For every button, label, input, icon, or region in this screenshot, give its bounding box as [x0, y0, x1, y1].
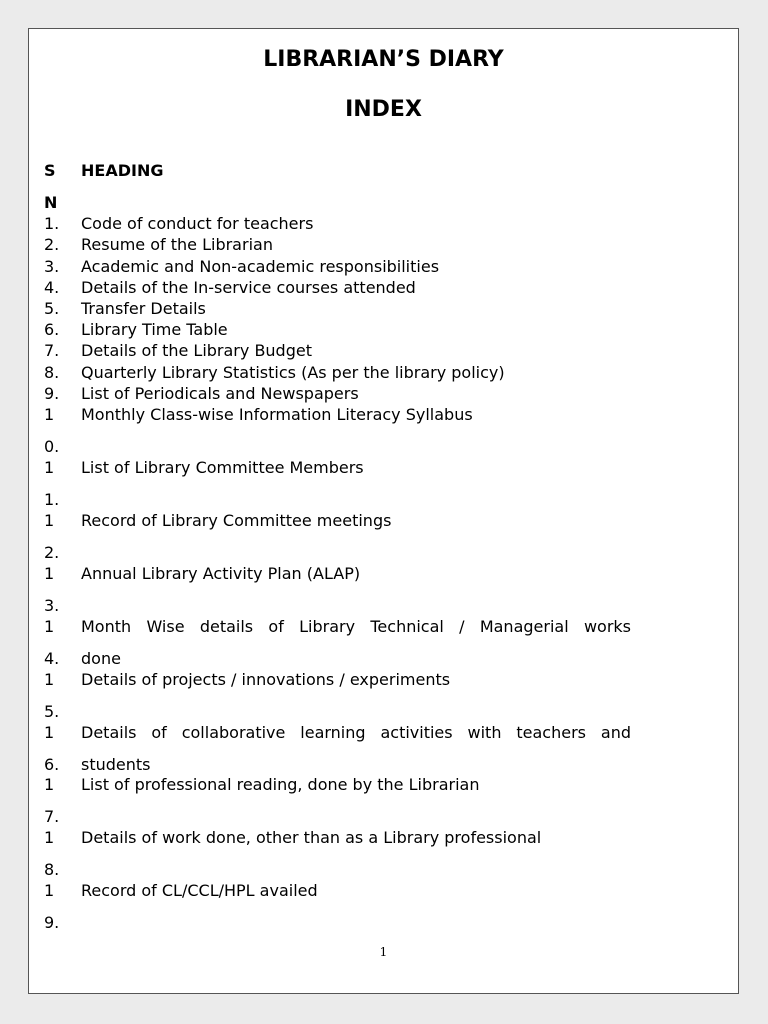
row-number: 5.: [44, 299, 60, 318]
row-number-continued: 8.: [44, 860, 60, 879]
row-number-continued: 6.: [44, 755, 60, 774]
row-number: 1: [44, 881, 55, 900]
row-number-continued: 5.: [44, 702, 60, 721]
row-heading: List of professional reading, done by the Librarian: [81, 775, 480, 794]
row-heading: Resume of the Librarian: [81, 235, 273, 254]
document-subtitle: INDEX: [345, 97, 422, 122]
row-heading: Annual Library Activity Plan (ALAP): [81, 564, 361, 583]
row-heading: Quarterly Library Statistics (As per the library policy): [81, 363, 505, 382]
row-number: 1: [44, 828, 55, 847]
row-number: 9.: [44, 384, 60, 403]
row-heading: Details of the In-service courses attended: [81, 278, 416, 297]
document-page: [28, 28, 739, 994]
row-number: 1: [44, 723, 55, 742]
sn-column-header: S: [44, 161, 56, 180]
row-heading-continued: done: [81, 649, 121, 668]
row-number-continued: 9.: [44, 913, 60, 932]
row-number: 2.: [44, 235, 60, 254]
row-number-continued: 1.: [44, 490, 60, 509]
row-heading-continued: students: [81, 755, 151, 774]
sn-column-header-continued: N: [44, 193, 58, 212]
row-heading: Monthly Class-wise Information Literacy Syllabus: [81, 405, 473, 424]
row-heading: Record of CL/CCL/HPL availed: [81, 881, 318, 900]
row-heading: List of Periodicals and Newspapers: [81, 384, 359, 403]
row-number: 1: [44, 617, 55, 636]
row-number: 8.: [44, 363, 60, 382]
row-heading: Library Time Table: [81, 320, 228, 339]
row-number: 4.: [44, 278, 60, 297]
page-number: 1: [379, 945, 388, 959]
row-number: 1: [44, 670, 55, 689]
row-number-continued: 0.: [44, 437, 60, 456]
row-heading: Transfer Details: [81, 299, 206, 318]
row-number-continued: 3.: [44, 596, 60, 615]
row-number: 1: [44, 458, 55, 477]
row-heading: Details of the Library Budget: [81, 341, 312, 360]
row-number: 3.: [44, 257, 60, 276]
row-number: 7.: [44, 341, 60, 360]
row-heading: Record of Library Committee meetings: [81, 511, 392, 530]
row-heading: Academic and Non-academic responsibilities: [81, 257, 440, 276]
row-number: 1: [44, 564, 55, 583]
row-heading: Month Wise details of Library Technical / Managerial works: [81, 617, 631, 636]
row-number: 1: [44, 405, 55, 424]
row-number: 6.: [44, 320, 60, 339]
row-number-continued: 4.: [44, 649, 60, 668]
document-title: LIBRARIAN’S DIARY: [263, 47, 504, 72]
row-heading: List of Library Committee Members: [81, 458, 364, 477]
row-number: 1: [44, 511, 55, 530]
row-heading: Details of projects / innovations / experiments: [81, 670, 451, 689]
row-heading: Details of collaborative learning activities with teachers and: [81, 723, 631, 742]
row-number-continued: 7.: [44, 807, 60, 826]
heading-column-header: HEADING: [81, 161, 164, 180]
row-number-continued: 2.: [44, 543, 60, 562]
row-number: 1: [44, 775, 55, 794]
row-number: 1.: [44, 214, 60, 233]
row-heading: Details of work done, other than as a Library professional: [81, 828, 542, 847]
row-heading: Code of conduct for teachers: [81, 214, 314, 233]
